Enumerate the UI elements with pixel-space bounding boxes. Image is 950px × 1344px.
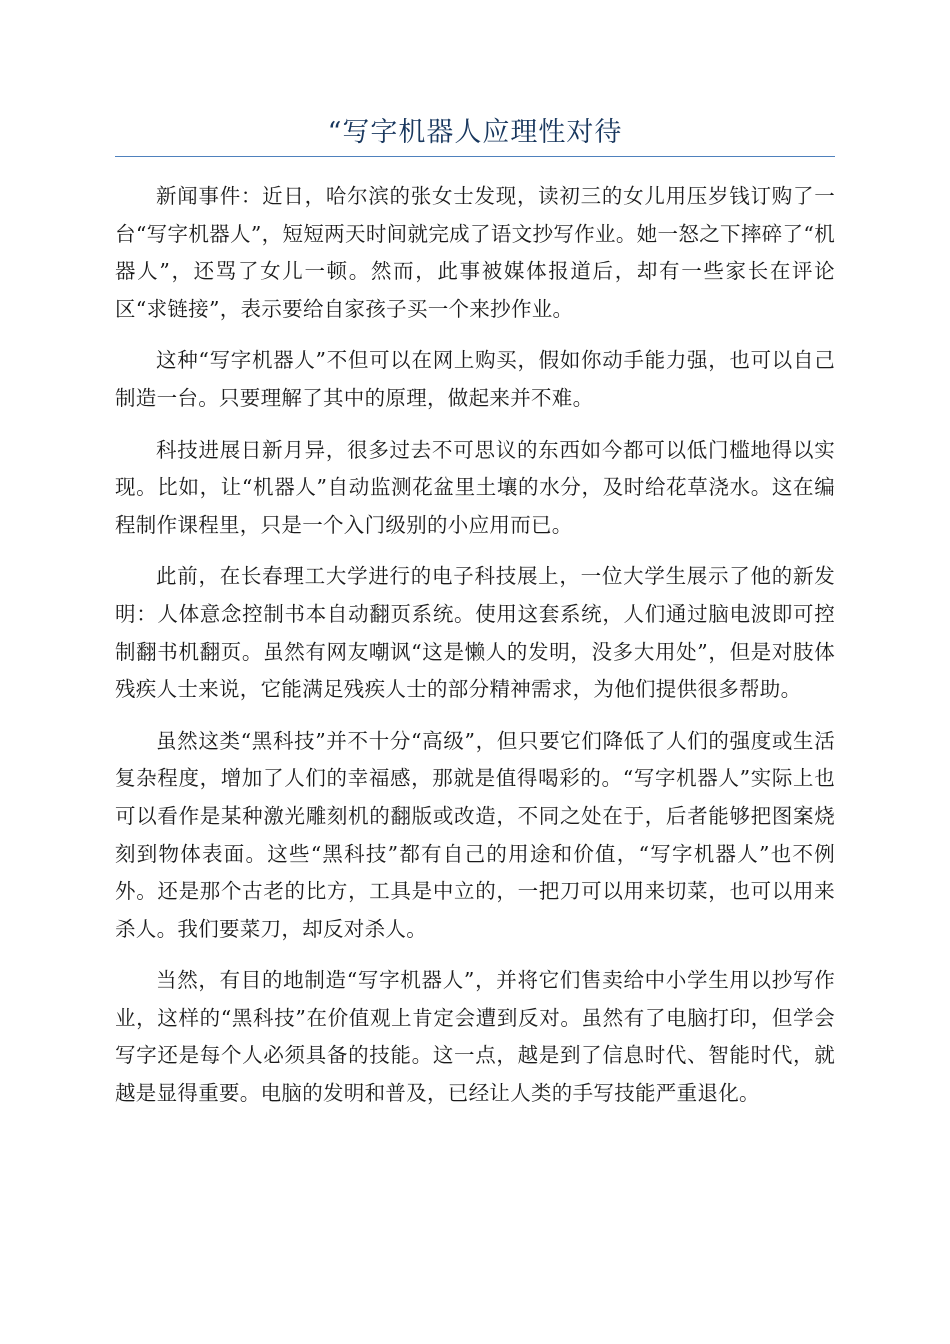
paragraph-6: 当然，有目的地制造“写字机器人”，并将它们售卖给中小学生用以抄写作业，这样的“黑科技”在价值观上肯定会遭到反对。虽然有了电脑打印，但学会写字还是每个人必须具备的技能。这一点，越是到了信息时代、智能时代，就越是显得重要。电脑的发明和普及，已经让人类的手写技能严重退化。 [115,968,835,1106]
paragraph-1: 新闻事件：近日，哈尔滨的张女士发现，读初三的女儿用压岁钱订购了一台“写字机器人”，短短两天时间就完成了语文抄写作业。她一怒之下摔碎了“机器人”，还骂了女儿一顿。然而，此事被媒体报道后，却有一些家长在评论区“求链接”，表示要给自家孩子买一个来抄作业。 [115,184,835,321]
title-block [115,110,835,157]
paragraph-5: 虽然这类“黑科技”并不十分“高级”，但只要它们降低了人们的强度或生活复杂程度，增加了人们的幸福感，那就是值得喝彩的。“写字机器人”实际上也可以看作是某种激光雕刻机的翻版或改造，不同之处在于，后者能够把图案烧刻到物体表面。这些“黑科技”都有自己的用途和价值，“写字机器人”也不例外。还是那个古老的比方，工具是中立的，一把刀可以用来切菜，也可以用来杀人。我们要菜刀，却反对杀人。 [115,728,835,941]
paragraph-2: 这种“写字机器人”不但可以在网上购买，假如你动手能力强，也可以自己制造一台。只要理解了其中的原理，做起来并不难。 [115,348,835,410]
paragraph-3: 科技进展日新月异，很多过去不可思议的东西如今都可以低门槛地得以实现。比如，让“机器人”自动监测花盆里土壤的水分，及时给花草浇水。这在编程制作课程里，只是一个入门级别的小应用而已。 [115,437,835,537]
document-title: “写字机器人应理性对待 [327,117,623,148]
paragraph-4: 此前，在长春理工大学进行的电子科技展上，一位大学生展示了他的新发明：人体意念控制书本自动翻页系统。使用这套系统，人们通过脑电波即可控制翻书机翻页。虽然有网友嘲讽“这是懒人的发明，没多大用处”，但是对肢体残疾人士来说，它能满足残疾人士的部分精神需求，为他们提供很多帮助。 [115,564,835,702]
document-body [115,178,835,1127]
